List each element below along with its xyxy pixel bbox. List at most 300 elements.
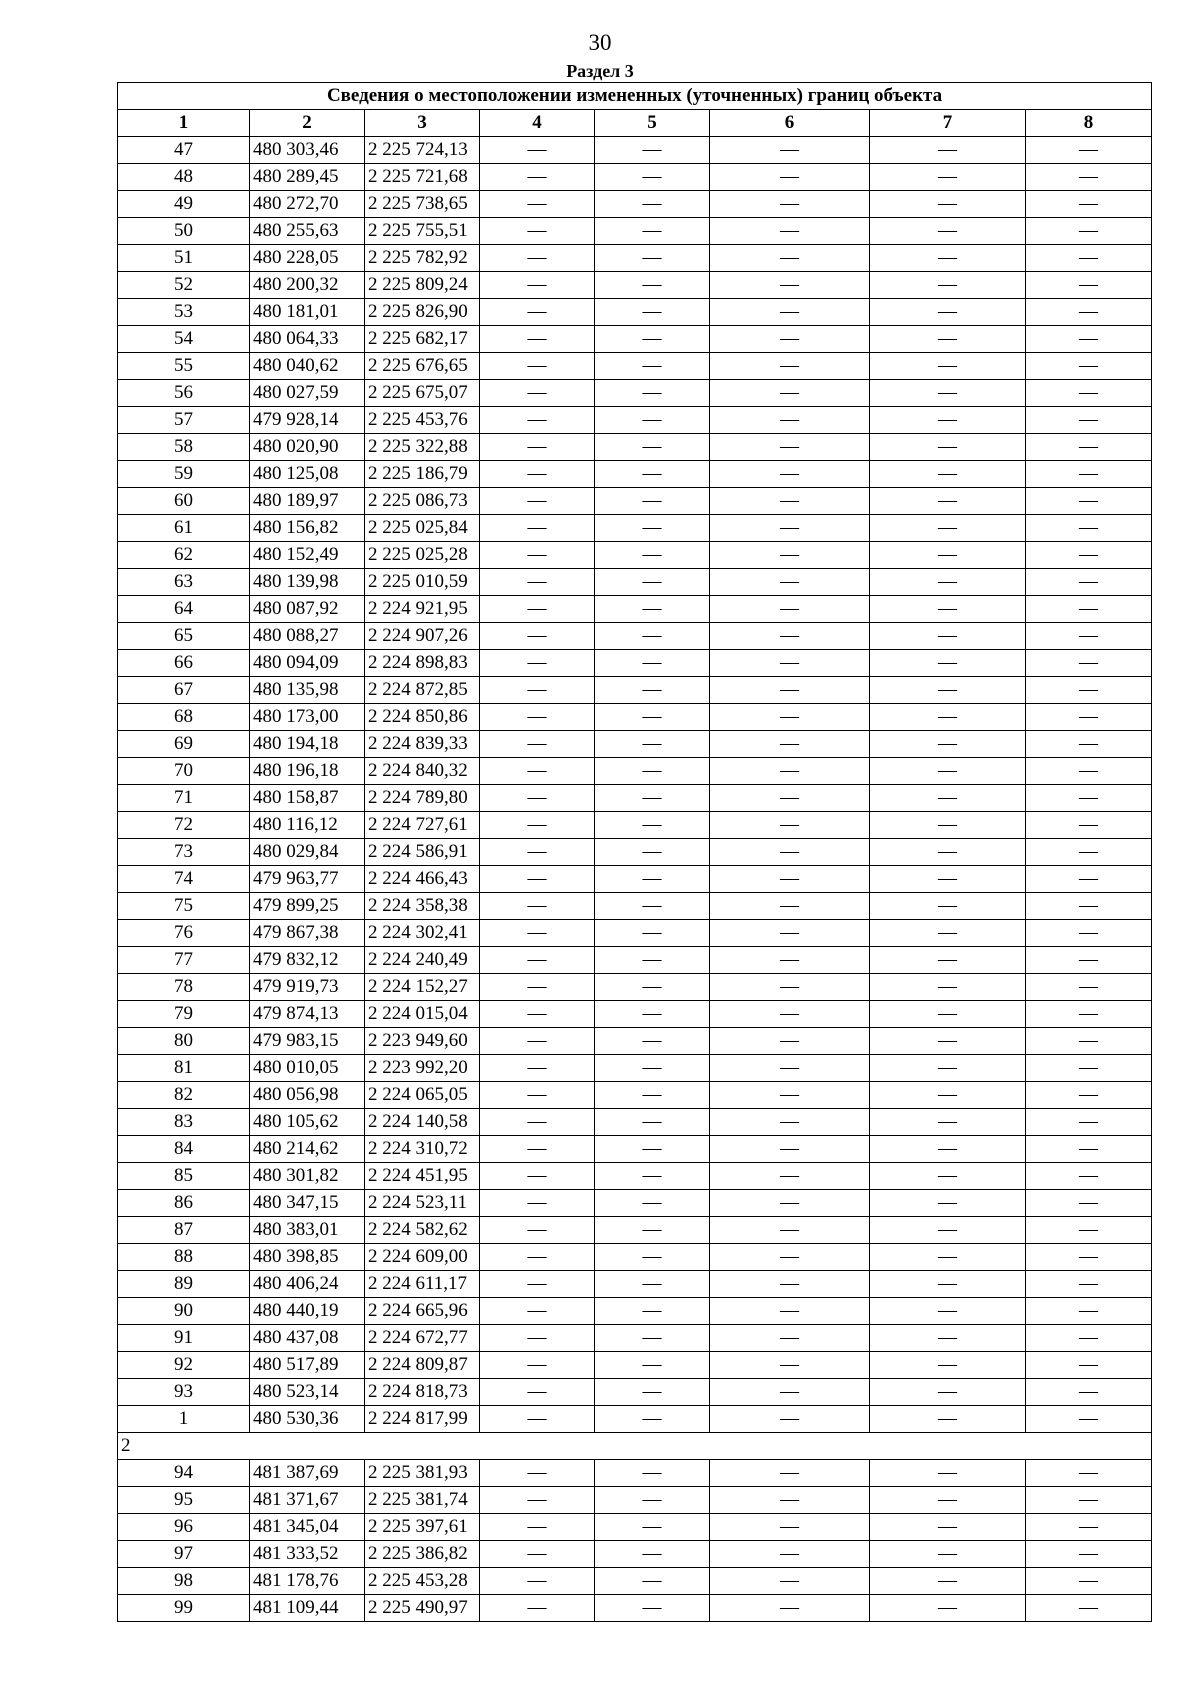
y-coordinate-cell: 2 225 490,97 (365, 1595, 480, 1622)
empty-value-cell: — (595, 1541, 710, 1568)
table-row (118, 1190, 1152, 1217)
table-row (118, 380, 1152, 407)
empty-value-cell: — (480, 596, 595, 623)
empty-value-cell: — (595, 785, 710, 812)
empty-value-cell: — (710, 380, 870, 407)
empty-value-cell: — (1026, 245, 1152, 272)
empty-value-cell: — (1026, 488, 1152, 515)
point-number-cell: 66 (118, 650, 250, 677)
empty-value-cell: — (870, 893, 1026, 920)
empty-value-cell: — (480, 1460, 595, 1487)
empty-value-cell: — (480, 1082, 595, 1109)
point-number-cell: 83 (118, 1109, 250, 1136)
empty-value-cell: — (1026, 893, 1152, 920)
table-row (118, 1163, 1152, 1190)
empty-value-cell: — (1026, 137, 1152, 164)
empty-value-cell: — (1026, 596, 1152, 623)
x-coordinate-cell: 480 200,32 (250, 272, 365, 299)
y-coordinate-cell: 2 224 310,72 (365, 1136, 480, 1163)
empty-value-cell: — (480, 542, 595, 569)
point-number-cell: 96 (118, 1514, 250, 1541)
empty-value-cell: — (710, 1379, 870, 1406)
empty-value-cell: — (595, 1082, 710, 1109)
empty-value-cell: — (480, 1217, 595, 1244)
empty-value-cell: — (480, 704, 595, 731)
empty-value-cell: — (870, 1595, 1026, 1622)
point-number-cell: 60 (118, 488, 250, 515)
point-number-cell: 74 (118, 866, 250, 893)
y-coordinate-cell: 2 224 921,95 (365, 596, 480, 623)
empty-value-cell: — (870, 326, 1026, 353)
y-coordinate-cell: 2 224 152,27 (365, 974, 480, 1001)
empty-value-cell: — (870, 812, 1026, 839)
empty-value-cell: — (1026, 1109, 1152, 1136)
table-row (118, 1595, 1152, 1622)
x-coordinate-cell: 480 272,70 (250, 191, 365, 218)
table-row (118, 299, 1152, 326)
empty-value-cell: — (1026, 434, 1152, 461)
empty-value-cell: — (1026, 1190, 1152, 1217)
x-coordinate-cell: 480 056,98 (250, 1082, 365, 1109)
point-number-cell: 94 (118, 1460, 250, 1487)
empty-value-cell: — (595, 515, 710, 542)
empty-value-cell: — (870, 1028, 1026, 1055)
section-title: Раздел 3 (566, 61, 634, 81)
empty-value-cell: — (595, 623, 710, 650)
y-coordinate-cell: 2 224 302,41 (365, 920, 480, 947)
empty-value-cell: — (870, 1514, 1026, 1541)
y-coordinate-cell: 2 225 724,13 (365, 137, 480, 164)
empty-value-cell: — (595, 1271, 710, 1298)
empty-value-cell: — (480, 785, 595, 812)
y-coordinate-cell: 2 225 676,65 (365, 353, 480, 380)
group-row (118, 1433, 1152, 1460)
empty-value-cell: — (710, 515, 870, 542)
x-coordinate-cell: 480 139,98 (250, 569, 365, 596)
table-row (118, 326, 1152, 353)
table-row (118, 353, 1152, 380)
empty-value-cell: — (1026, 785, 1152, 812)
y-coordinate-cell: 2 225 397,61 (365, 1514, 480, 1541)
y-coordinate-cell: 2 224 818,73 (365, 1379, 480, 1406)
x-coordinate-cell: 480 517,89 (250, 1352, 365, 1379)
y-coordinate-cell: 2 225 755,51 (365, 218, 480, 245)
table-row (118, 407, 1152, 434)
empty-value-cell: — (1026, 353, 1152, 380)
table-row (118, 839, 1152, 866)
empty-value-cell: — (710, 1406, 870, 1433)
x-coordinate-cell: 480 158,87 (250, 785, 365, 812)
x-coordinate-cell: 481 109,44 (250, 1595, 365, 1622)
y-coordinate-cell: 2 224 898,83 (365, 650, 480, 677)
x-coordinate-cell: 480 437,08 (250, 1325, 365, 1352)
empty-value-cell: — (1026, 812, 1152, 839)
empty-value-cell: — (710, 1325, 870, 1352)
y-coordinate-cell: 2 224 672,77 (365, 1325, 480, 1352)
empty-value-cell: — (1026, 542, 1152, 569)
empty-value-cell: — (1026, 920, 1152, 947)
empty-value-cell: — (595, 812, 710, 839)
empty-value-cell: — (870, 1136, 1026, 1163)
empty-value-cell: — (870, 515, 1026, 542)
empty-value-cell: — (1026, 218, 1152, 245)
empty-value-cell: — (870, 1325, 1026, 1352)
empty-value-cell: — (710, 704, 870, 731)
empty-value-cell: — (480, 569, 595, 596)
empty-value-cell: — (870, 1541, 1026, 1568)
y-coordinate-cell: 2 225 010,59 (365, 569, 480, 596)
empty-value-cell: — (870, 947, 1026, 974)
x-coordinate-cell: 480 196,18 (250, 758, 365, 785)
y-coordinate-cell: 2 224 609,00 (365, 1244, 480, 1271)
table-caption: Сведения о местоположении измененных (уточненных) границ объекта (118, 83, 1152, 110)
y-coordinate-cell: 2 224 872,85 (365, 677, 480, 704)
empty-value-cell: — (480, 218, 595, 245)
empty-value-cell: — (595, 866, 710, 893)
point-number-cell: 99 (118, 1595, 250, 1622)
empty-value-cell: — (870, 1352, 1026, 1379)
table-row (118, 785, 1152, 812)
empty-value-cell: — (870, 434, 1026, 461)
table-row (118, 569, 1152, 596)
point-number-cell: 57 (118, 407, 250, 434)
empty-value-cell: — (595, 1595, 710, 1622)
table-row (118, 623, 1152, 650)
x-coordinate-cell: 481 333,52 (250, 1541, 365, 1568)
empty-value-cell: — (1026, 569, 1152, 596)
x-coordinate-cell: 481 345,04 (250, 1514, 365, 1541)
empty-value-cell: — (595, 758, 710, 785)
empty-value-cell: — (480, 1406, 595, 1433)
table-row (118, 272, 1152, 299)
empty-value-cell: — (870, 407, 1026, 434)
point-number-cell: 51 (118, 245, 250, 272)
x-coordinate-cell: 479 983,15 (250, 1028, 365, 1055)
empty-value-cell: — (480, 1136, 595, 1163)
column-header: 2 (250, 110, 365, 137)
empty-value-cell: — (710, 812, 870, 839)
y-coordinate-cell: 2 225 738,65 (365, 191, 480, 218)
point-number-cell: 81 (118, 1055, 250, 1082)
empty-value-cell: — (870, 731, 1026, 758)
point-number-cell: 73 (118, 839, 250, 866)
empty-value-cell: — (1026, 839, 1152, 866)
empty-value-cell: — (595, 1055, 710, 1082)
point-number-cell: 54 (118, 326, 250, 353)
y-coordinate-cell: 2 224 611,17 (365, 1271, 480, 1298)
empty-value-cell: — (710, 1028, 870, 1055)
x-coordinate-cell: 480 214,62 (250, 1136, 365, 1163)
point-number-cell: 55 (118, 353, 250, 380)
column-header: 7 (870, 110, 1026, 137)
empty-value-cell: — (595, 677, 710, 704)
empty-value-cell: — (480, 380, 595, 407)
x-coordinate-cell: 480 398,85 (250, 1244, 365, 1271)
point-number-cell: 85 (118, 1163, 250, 1190)
x-coordinate-cell: 481 387,69 (250, 1460, 365, 1487)
empty-value-cell: — (1026, 1298, 1152, 1325)
y-coordinate-cell: 2 224 140,58 (365, 1109, 480, 1136)
empty-value-cell: — (595, 461, 710, 488)
empty-value-cell: — (710, 137, 870, 164)
table-row (118, 1028, 1152, 1055)
empty-value-cell: — (595, 326, 710, 353)
x-coordinate-cell: 479 963,77 (250, 866, 365, 893)
empty-value-cell: — (870, 677, 1026, 704)
empty-value-cell: — (870, 1406, 1026, 1433)
empty-value-cell: — (1026, 1217, 1152, 1244)
point-number-cell: 93 (118, 1379, 250, 1406)
point-number-cell: 90 (118, 1298, 250, 1325)
empty-value-cell: — (1026, 1271, 1152, 1298)
x-coordinate-cell: 481 371,67 (250, 1487, 365, 1514)
empty-value-cell: — (1026, 866, 1152, 893)
empty-value-cell: — (710, 731, 870, 758)
point-number-cell: 68 (118, 704, 250, 731)
y-coordinate-cell: 2 225 782,92 (365, 245, 480, 272)
table-row (118, 920, 1152, 947)
point-number-cell: 87 (118, 1217, 250, 1244)
x-coordinate-cell: 479 874,13 (250, 1001, 365, 1028)
empty-value-cell: — (710, 866, 870, 893)
table-row (118, 164, 1152, 191)
empty-value-cell: — (595, 731, 710, 758)
table-row (118, 1568, 1152, 1595)
empty-value-cell: — (870, 1271, 1026, 1298)
empty-value-cell: — (710, 893, 870, 920)
empty-value-cell: — (710, 1217, 870, 1244)
x-coordinate-cell: 480 181,01 (250, 299, 365, 326)
empty-value-cell: — (595, 1487, 710, 1514)
point-number-cell: 70 (118, 758, 250, 785)
empty-value-cell: — (595, 218, 710, 245)
empty-value-cell: — (480, 920, 595, 947)
y-coordinate-cell: 2 225 322,88 (365, 434, 480, 461)
empty-value-cell: — (710, 1271, 870, 1298)
point-number-cell: 78 (118, 974, 250, 1001)
empty-value-cell: — (480, 1298, 595, 1325)
empty-value-cell: — (595, 1001, 710, 1028)
point-number-cell: 75 (118, 893, 250, 920)
empty-value-cell: — (1026, 1082, 1152, 1109)
empty-value-cell: — (480, 1568, 595, 1595)
empty-value-cell: — (1026, 1541, 1152, 1568)
empty-value-cell: — (1026, 164, 1152, 191)
y-coordinate-cell: 2 224 789,80 (365, 785, 480, 812)
empty-value-cell: — (480, 677, 595, 704)
empty-value-cell: — (1026, 1568, 1152, 1595)
empty-value-cell: — (480, 407, 595, 434)
empty-value-cell: — (1026, 1055, 1152, 1082)
empty-value-cell: — (710, 434, 870, 461)
table-row (118, 1541, 1152, 1568)
empty-value-cell: — (710, 245, 870, 272)
table-row (118, 515, 1152, 542)
point-number-cell: 52 (118, 272, 250, 299)
empty-value-cell: — (870, 623, 1026, 650)
point-number-cell: 79 (118, 1001, 250, 1028)
x-coordinate-cell: 480 087,92 (250, 596, 365, 623)
empty-value-cell: — (480, 1379, 595, 1406)
empty-value-cell: — (480, 1352, 595, 1379)
empty-value-cell: — (710, 1055, 870, 1082)
point-number-cell: 71 (118, 785, 250, 812)
empty-value-cell: — (870, 137, 1026, 164)
empty-value-cell: — (710, 1514, 870, 1541)
empty-value-cell: — (480, 1190, 595, 1217)
x-coordinate-cell: 481 178,76 (250, 1568, 365, 1595)
empty-value-cell: — (480, 1163, 595, 1190)
empty-value-cell: — (870, 191, 1026, 218)
empty-value-cell: — (595, 920, 710, 947)
empty-value-cell: — (870, 1244, 1026, 1271)
y-coordinate-cell: 2 225 386,82 (365, 1541, 480, 1568)
x-coordinate-cell: 480 194,18 (250, 731, 365, 758)
column-header: 8 (1026, 110, 1152, 137)
empty-value-cell: — (1026, 974, 1152, 1001)
empty-value-cell: — (480, 299, 595, 326)
empty-value-cell: — (1026, 1001, 1152, 1028)
empty-value-cell: — (1026, 272, 1152, 299)
empty-value-cell: — (870, 758, 1026, 785)
point-number-cell: 98 (118, 1568, 250, 1595)
table-row (118, 1298, 1152, 1325)
x-coordinate-cell: 480 406,24 (250, 1271, 365, 1298)
empty-value-cell: — (595, 1514, 710, 1541)
empty-value-cell: — (1026, 731, 1152, 758)
group-label: 2 (118, 1433, 1152, 1460)
empty-value-cell: — (870, 974, 1026, 1001)
empty-value-cell: — (710, 650, 870, 677)
table-row (118, 1217, 1152, 1244)
table-row (118, 650, 1152, 677)
column-header: 1 (118, 110, 250, 137)
table-row (118, 1271, 1152, 1298)
empty-value-cell: — (710, 272, 870, 299)
empty-value-cell: — (710, 1136, 870, 1163)
y-coordinate-cell: 2 223 949,60 (365, 1028, 480, 1055)
empty-value-cell: — (1026, 650, 1152, 677)
empty-value-cell: — (480, 623, 595, 650)
point-number-cell: 56 (118, 380, 250, 407)
point-number-cell: 88 (118, 1244, 250, 1271)
empty-value-cell: — (710, 1190, 870, 1217)
empty-value-cell: — (870, 839, 1026, 866)
table-row (118, 947, 1152, 974)
y-coordinate-cell: 2 224 907,26 (365, 623, 480, 650)
empty-value-cell: — (870, 1055, 1026, 1082)
empty-value-cell: — (870, 650, 1026, 677)
empty-value-cell: — (1026, 515, 1152, 542)
x-coordinate-cell: 480 523,14 (250, 1379, 365, 1406)
empty-value-cell: — (595, 974, 710, 1001)
point-number-cell: 48 (118, 164, 250, 191)
point-number-cell: 72 (118, 812, 250, 839)
y-coordinate-cell: 2 225 381,74 (365, 1487, 480, 1514)
empty-value-cell: — (870, 1568, 1026, 1595)
empty-value-cell: — (480, 1109, 595, 1136)
empty-value-cell: — (480, 245, 595, 272)
x-coordinate-cell: 480 088,27 (250, 623, 365, 650)
y-coordinate-cell: 2 225 826,90 (365, 299, 480, 326)
empty-value-cell: — (710, 353, 870, 380)
empty-value-cell: — (710, 1352, 870, 1379)
point-number-cell: 59 (118, 461, 250, 488)
empty-value-cell: — (480, 758, 595, 785)
y-coordinate-cell: 2 224 586,91 (365, 839, 480, 866)
empty-value-cell: — (710, 1109, 870, 1136)
empty-value-cell: — (480, 893, 595, 920)
table-row (118, 731, 1152, 758)
x-coordinate-cell: 479 832,12 (250, 947, 365, 974)
empty-value-cell: — (595, 542, 710, 569)
table-row (118, 488, 1152, 515)
empty-value-cell: — (480, 1001, 595, 1028)
table-row (118, 1109, 1152, 1136)
empty-value-cell: — (480, 947, 595, 974)
empty-value-cell: — (480, 650, 595, 677)
empty-value-cell: — (480, 137, 595, 164)
empty-value-cell: — (480, 974, 595, 1001)
x-coordinate-cell: 480 135,98 (250, 677, 365, 704)
y-coordinate-cell: 2 224 582,62 (365, 1217, 480, 1244)
empty-value-cell: — (595, 596, 710, 623)
empty-value-cell: — (870, 569, 1026, 596)
column-header: 4 (480, 110, 595, 137)
empty-value-cell: — (710, 569, 870, 596)
empty-value-cell: — (595, 1136, 710, 1163)
empty-value-cell: — (480, 1487, 595, 1514)
empty-value-cell: — (1026, 1595, 1152, 1622)
empty-value-cell: — (870, 353, 1026, 380)
empty-value-cell: — (480, 1325, 595, 1352)
empty-value-cell: — (595, 704, 710, 731)
empty-value-cell: — (1026, 299, 1152, 326)
x-coordinate-cell: 480 125,08 (250, 461, 365, 488)
empty-value-cell: — (870, 1487, 1026, 1514)
table-row (118, 758, 1152, 785)
empty-value-cell: — (870, 1379, 1026, 1406)
point-number-cell: 61 (118, 515, 250, 542)
x-coordinate-cell: 480 303,46 (250, 137, 365, 164)
point-number-cell: 95 (118, 1487, 250, 1514)
table-row (118, 1136, 1152, 1163)
empty-value-cell: — (870, 164, 1026, 191)
point-number-cell: 91 (118, 1325, 250, 1352)
empty-value-cell: — (480, 1595, 595, 1622)
empty-value-cell: — (595, 1244, 710, 1271)
empty-value-cell: — (595, 488, 710, 515)
empty-value-cell: — (595, 353, 710, 380)
empty-value-cell: — (1026, 407, 1152, 434)
x-coordinate-cell: 480 152,49 (250, 542, 365, 569)
x-coordinate-cell: 480 156,82 (250, 515, 365, 542)
empty-value-cell: — (710, 677, 870, 704)
x-coordinate-cell: 480 189,97 (250, 488, 365, 515)
empty-value-cell: — (595, 1460, 710, 1487)
point-number-cell: 62 (118, 542, 250, 569)
empty-value-cell: — (870, 1190, 1026, 1217)
empty-value-cell: — (710, 407, 870, 434)
y-coordinate-cell: 2 224 817,99 (365, 1406, 480, 1433)
y-coordinate-cell: 2 225 682,17 (365, 326, 480, 353)
empty-value-cell: — (595, 1298, 710, 1325)
x-coordinate-cell: 480 173,00 (250, 704, 365, 731)
empty-value-cell: — (710, 839, 870, 866)
x-coordinate-cell: 480 383,01 (250, 1217, 365, 1244)
y-coordinate-cell: 2 225 675,07 (365, 380, 480, 407)
x-coordinate-cell: 480 010,05 (250, 1055, 365, 1082)
